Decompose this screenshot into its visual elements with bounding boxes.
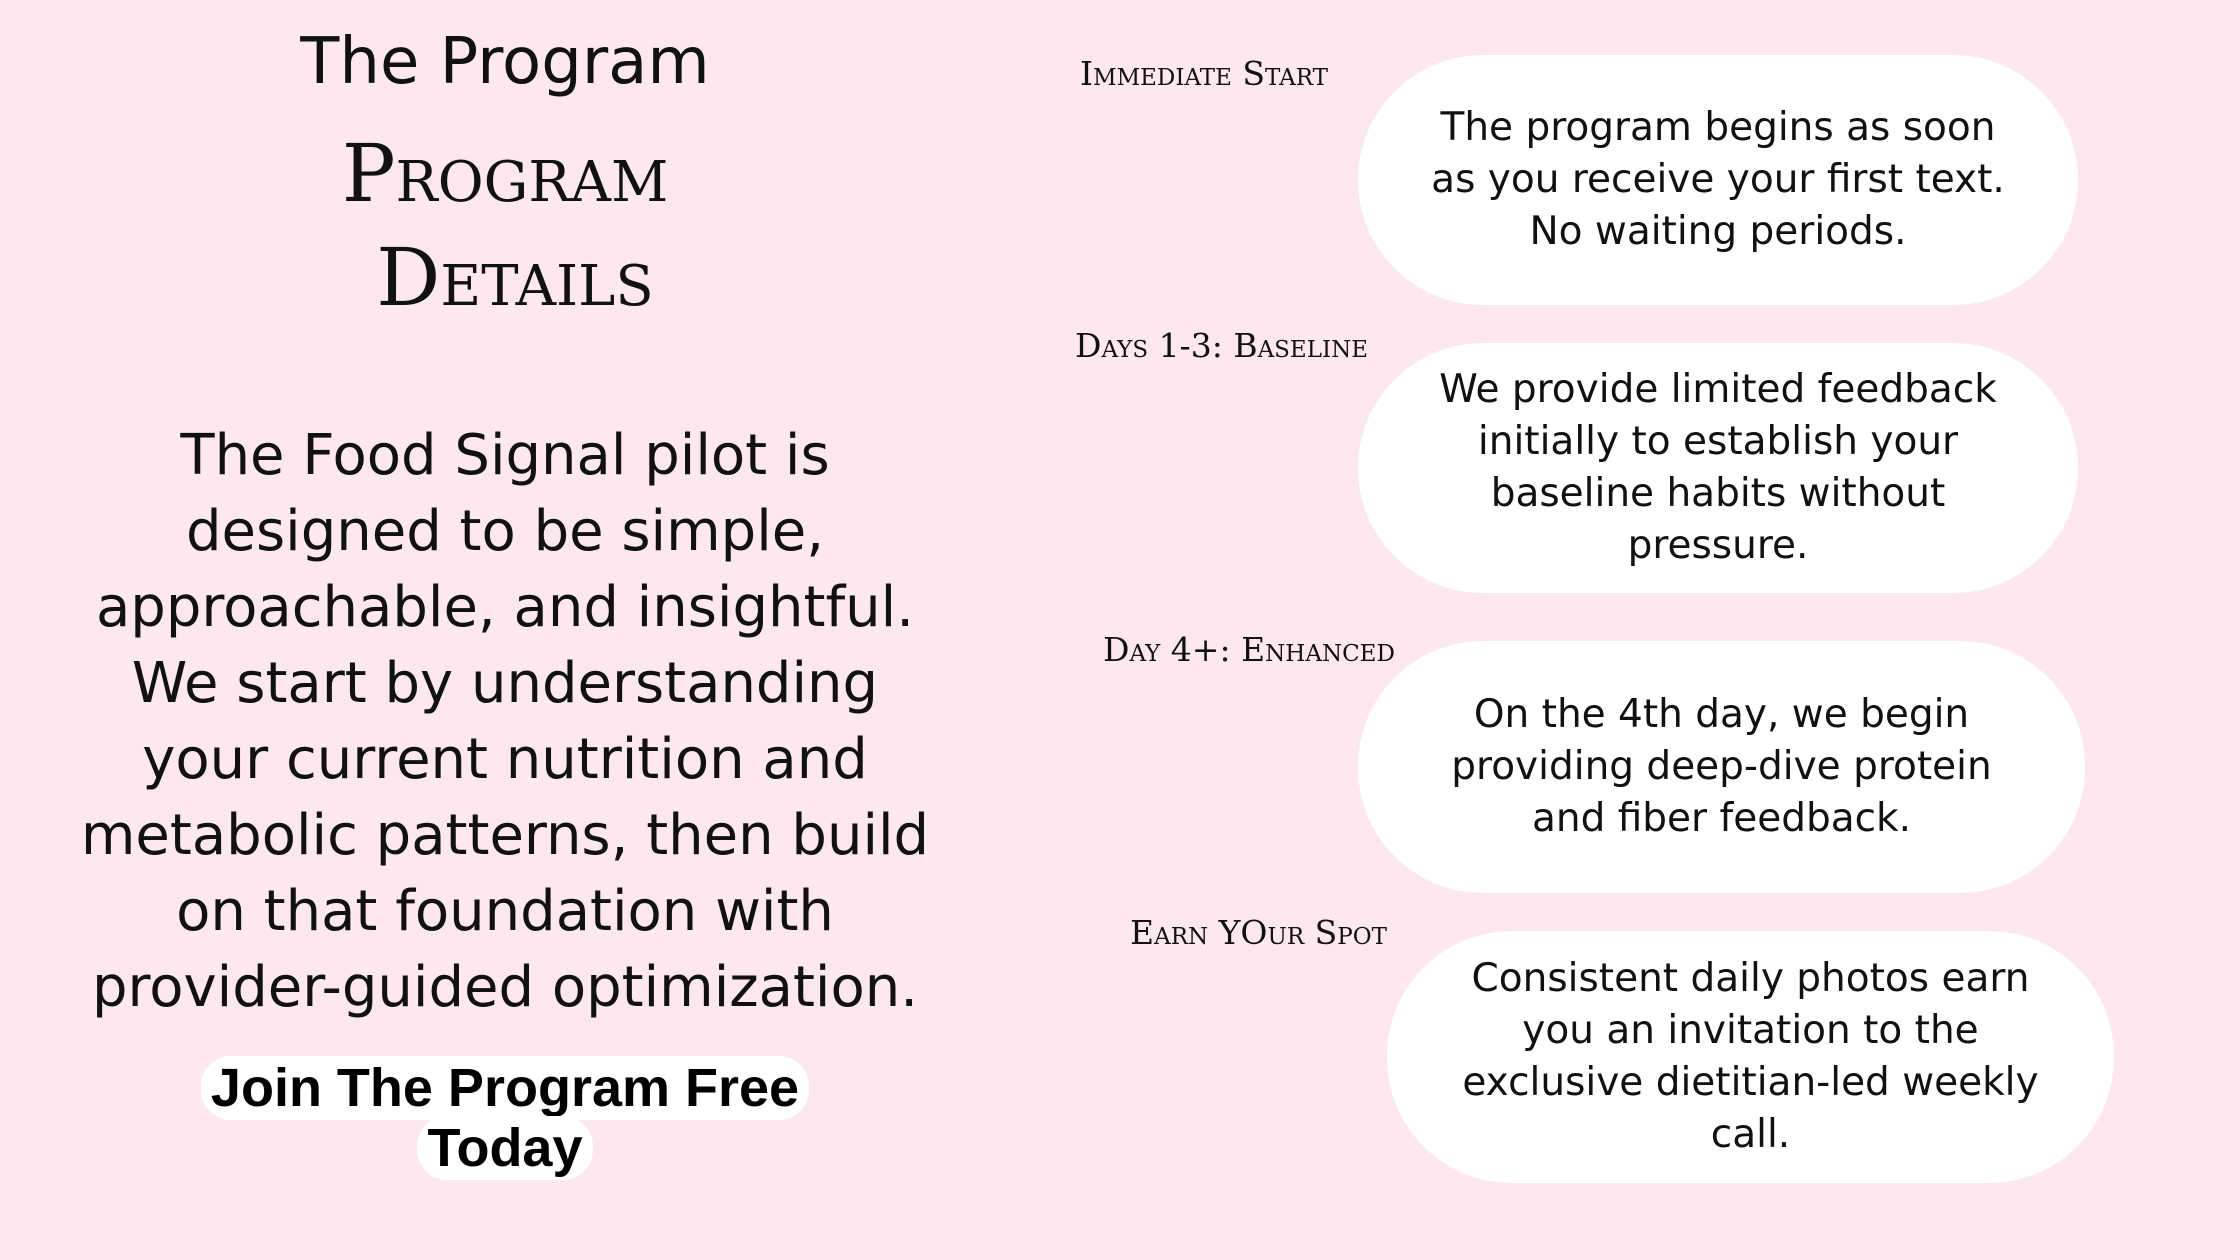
step-label-enhanced: Day 4+: Enhanced xyxy=(1103,630,1395,669)
page-title xyxy=(0,122,1010,330)
step-text-enhanced: On the 4th day, we begin providing deep-dive protein and fiber feedback. xyxy=(1451,692,1992,841)
page-title-line-1: Program xyxy=(341,127,669,220)
step-card-enhanced xyxy=(1358,641,2085,893)
step-card-immediate-start xyxy=(1358,55,2078,305)
step-text-immediate-start: The program begins as soon as you receive your first text. No waiting periods. xyxy=(1431,105,2005,254)
step-label-earn-your-spot: Earn YOur Spot xyxy=(1130,913,1387,952)
step-text-baseline: We provide limited feedback initially to establish your baseline habits without pressure. xyxy=(1439,367,1997,568)
step-text-earn-your-spot: Consistent daily photos earn you an invitation to the exclusive dietitian-led weekly call. xyxy=(1462,956,2039,1157)
join-program-button-label[interactable]: Join The Program Free Today xyxy=(201,1056,809,1180)
intro-paragraph: The Food Signal pilot is designed to be simple, approachable, and insightful. We start by understanding your current nutrition and metabolic patterns, then build on that foundation with provider-guided optimization. xyxy=(80,423,930,1020)
program-overview xyxy=(0,0,1010,1260)
step-label-baseline: Days 1-3: Baseline xyxy=(1075,326,1368,365)
section-eyebrow: The Program xyxy=(300,25,710,99)
step-card-baseline xyxy=(1358,343,2078,593)
join-program-button[interactable] xyxy=(200,1058,810,1178)
step-label-immediate-start: Immediate Start xyxy=(1080,54,1328,93)
page-title-line-2: Details xyxy=(376,231,654,324)
step-card-earn-your-spot xyxy=(1387,931,2114,1183)
